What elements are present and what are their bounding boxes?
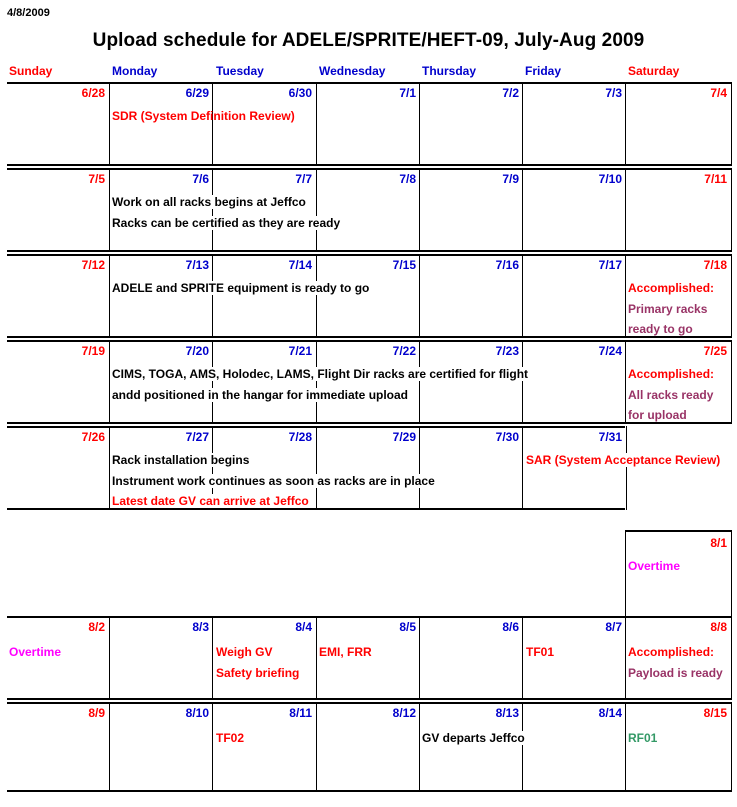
event-racks-begin: Work on all racks begins at Jeffco bbox=[112, 195, 306, 209]
event-emi-frr: EMI, FRR bbox=[319, 645, 372, 659]
week-row bbox=[7, 702, 732, 792]
date-label: 8/13 bbox=[495, 706, 519, 720]
day-cell bbox=[522, 82, 626, 166]
print-date: 4/8/2009 bbox=[7, 7, 50, 19]
day-cell bbox=[625, 82, 732, 166]
date-label: 7/22 bbox=[392, 344, 416, 358]
day-cell bbox=[316, 340, 420, 424]
event-sar: SAR (System Acceptance Review) bbox=[526, 453, 721, 467]
day-cell bbox=[109, 168, 213, 252]
week-row bbox=[7, 254, 732, 338]
date-label: 7/5 bbox=[88, 172, 105, 186]
date-label: 7/9 bbox=[502, 172, 519, 186]
event-cims-certified: CIMS, TOGA, AMS, Holodec, LAMS, Flight Dir racks are certified for flight bbox=[112, 367, 529, 381]
day-cell bbox=[625, 530, 732, 616]
date-label: 8/9 bbox=[88, 706, 105, 720]
event-rack-install: Rack installation begins bbox=[112, 453, 250, 467]
dow-friday: Friday bbox=[525, 64, 562, 78]
date-label: 8/15 bbox=[703, 706, 727, 720]
date-label: 7/12 bbox=[81, 258, 105, 272]
date-label: 7/23 bbox=[495, 344, 519, 358]
event-weigh-gv: Weigh GV bbox=[216, 645, 273, 659]
date-label: 7/4 bbox=[710, 86, 727, 100]
day-cell bbox=[109, 702, 213, 792]
event-sdr: SDR (System Definition Review) bbox=[112, 109, 295, 123]
event-primary-racks: Primary racks bbox=[628, 302, 708, 316]
date-label: 8/5 bbox=[399, 620, 416, 634]
event-primary-racks: ready to go bbox=[628, 322, 693, 336]
date-label: 8/2 bbox=[88, 620, 105, 634]
date-label: 8/7 bbox=[605, 620, 622, 634]
day-cell bbox=[522, 168, 626, 252]
day-cell bbox=[522, 254, 626, 338]
day-cell bbox=[7, 426, 109, 510]
date-label: 7/21 bbox=[288, 344, 312, 358]
date-label: 6/28 bbox=[81, 86, 105, 100]
date-label: 8/10 bbox=[185, 706, 209, 720]
date-label: 8/3 bbox=[192, 620, 209, 634]
day-cell bbox=[316, 426, 420, 510]
day-cell bbox=[212, 168, 316, 252]
day-cell bbox=[212, 340, 316, 424]
date-label: 7/16 bbox=[495, 258, 519, 272]
day-cell bbox=[316, 254, 420, 338]
event-safety-briefing: Safety briefing bbox=[216, 666, 300, 680]
date-label: 7/2 bbox=[502, 86, 519, 100]
week-row bbox=[7, 340, 732, 424]
date-label: 7/28 bbox=[288, 430, 312, 444]
day-cell bbox=[419, 168, 523, 252]
event-all-racks: All racks ready bbox=[628, 388, 714, 402]
day-cell bbox=[316, 82, 420, 166]
week-row bbox=[7, 530, 732, 616]
event-latest-gv: Latest date GV can arrive at Jeffco bbox=[112, 494, 309, 508]
day-cell bbox=[625, 702, 732, 792]
week-row bbox=[7, 616, 732, 700]
date-label: 7/6 bbox=[192, 172, 209, 186]
date-label: 7/10 bbox=[598, 172, 622, 186]
day-cell bbox=[7, 254, 109, 338]
day-cell bbox=[7, 82, 109, 166]
day-cell bbox=[419, 616, 523, 700]
day-cell bbox=[522, 340, 626, 424]
date-label: 7/19 bbox=[81, 344, 105, 358]
date-label: 7/15 bbox=[392, 258, 416, 272]
day-cell bbox=[7, 702, 109, 792]
day-cell bbox=[522, 702, 626, 792]
date-label: 8/12 bbox=[392, 706, 416, 720]
dow-saturday: Saturday bbox=[628, 64, 680, 78]
accomplished-label: Accomplished: bbox=[628, 281, 715, 295]
event-racks-certified: Racks can be certified as they are ready bbox=[112, 216, 341, 230]
date-label: 8/8 bbox=[710, 620, 727, 634]
dow-tuesday: Tuesday bbox=[216, 64, 264, 78]
date-label: 7/26 bbox=[81, 430, 105, 444]
event-cims-certified: andd positioned in the hangar for immediate upload bbox=[112, 388, 409, 402]
day-cell bbox=[419, 426, 523, 510]
dow-sunday: Sunday bbox=[9, 64, 53, 78]
date-label: 8/1 bbox=[710, 536, 727, 550]
date-label: 7/8 bbox=[399, 172, 416, 186]
day-cell bbox=[7, 168, 109, 252]
dow-thursday: Thursday bbox=[422, 64, 477, 78]
dow-wednesday: Wednesday bbox=[319, 64, 386, 78]
day-cell bbox=[419, 340, 523, 424]
accomplished-label: Accomplished: bbox=[628, 367, 715, 381]
date-label: 8/6 bbox=[502, 620, 519, 634]
day-cell bbox=[109, 340, 213, 424]
dow-monday: Monday bbox=[112, 64, 158, 78]
event-payload-ready: Payload is ready bbox=[628, 666, 723, 680]
date-label: 8/14 bbox=[598, 706, 622, 720]
page-title: Upload schedule for ADELE/SPRITE/HEFT-09, July-Aug 2009 bbox=[92, 30, 645, 51]
date-label: 6/30 bbox=[288, 86, 312, 100]
event-overtime: Overtime bbox=[628, 559, 681, 573]
day-cell bbox=[316, 702, 420, 792]
date-label: 7/3 bbox=[605, 86, 622, 100]
week-row bbox=[7, 426, 732, 510]
day-cell bbox=[625, 168, 732, 252]
date-label: 7/7 bbox=[295, 172, 312, 186]
date-label: 7/17 bbox=[598, 258, 622, 272]
day-cell bbox=[109, 254, 213, 338]
day-cell bbox=[212, 254, 316, 338]
day-cell bbox=[109, 616, 213, 700]
event-adele-ready: ADELE and SPRITE equipment is ready to go bbox=[112, 281, 370, 295]
day-cell bbox=[316, 168, 420, 252]
date-label: 7/13 bbox=[185, 258, 209, 272]
day-cell bbox=[522, 426, 627, 510]
date-label: 6/29 bbox=[185, 86, 209, 100]
day-cell bbox=[419, 254, 523, 338]
date-label: 7/24 bbox=[598, 344, 622, 358]
date-label: 7/27 bbox=[185, 430, 209, 444]
week-row bbox=[7, 82, 732, 166]
date-label: 7/1 bbox=[399, 86, 416, 100]
day-cell bbox=[7, 340, 109, 424]
week-row bbox=[7, 168, 732, 252]
date-label: 7/11 bbox=[704, 172, 727, 186]
date-label: 7/30 bbox=[495, 430, 519, 444]
date-label: 8/11 bbox=[289, 706, 312, 720]
day-cell bbox=[109, 82, 213, 166]
event-all-racks: for upload bbox=[628, 408, 687, 422]
accomplished-label: Accomplished: bbox=[628, 645, 715, 659]
event-rf01: RF01 bbox=[628, 731, 658, 745]
event-gv-departs: GV departs Jeffco bbox=[422, 731, 525, 745]
event-tf02: TF02 bbox=[216, 731, 245, 745]
event-tf01: TF01 bbox=[526, 645, 555, 659]
day-cell bbox=[212, 702, 316, 792]
day-cell bbox=[419, 82, 523, 166]
day-cell bbox=[212, 82, 316, 166]
date-label: 7/20 bbox=[185, 344, 209, 358]
day-cell bbox=[419, 702, 523, 792]
date-label: 7/25 bbox=[703, 344, 727, 358]
date-label: 7/29 bbox=[392, 430, 416, 444]
date-label: 7/31 bbox=[598, 430, 622, 444]
date-label: 7/18 bbox=[703, 258, 727, 272]
date-label: 8/4 bbox=[295, 620, 312, 634]
event-overtime: Overtime bbox=[9, 645, 62, 659]
event-instrument-work: Instrument work continues as soon as racks are in place bbox=[112, 474, 435, 488]
date-label: 7/14 bbox=[288, 258, 312, 272]
